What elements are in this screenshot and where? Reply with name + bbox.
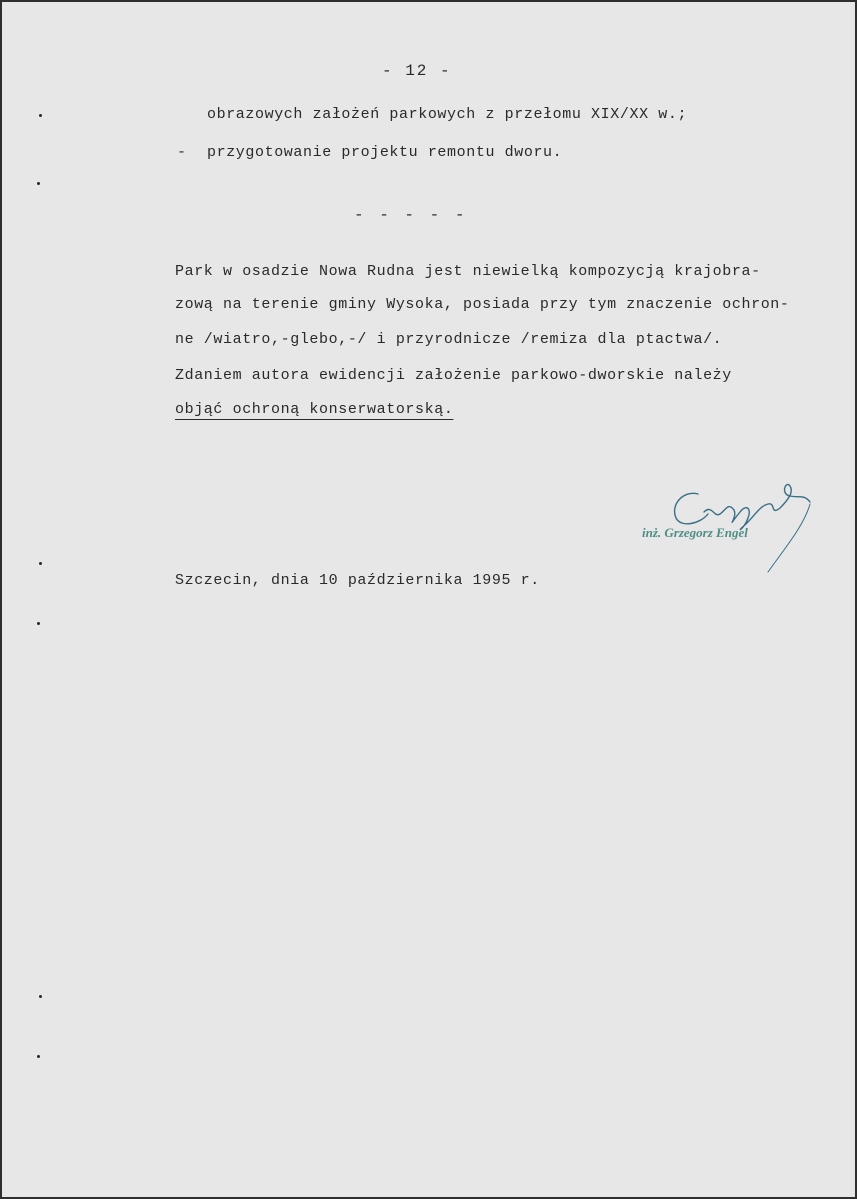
paragraph-line: Zdaniem autora ewidencji założenie parkowo-dworskie należy [175, 367, 732, 384]
continuation-line: obrazowych założeń parkowych z przełomu XIX/XX w.; [207, 106, 688, 123]
bullet-item-text: przygotowanie projektu remontu dworu. [207, 144, 563, 161]
scan-speck [39, 562, 42, 565]
paragraph-line: ne /wiatro,-glebo,-/ i przyrodnicze /remiza dla ptactwa/. [175, 331, 723, 348]
scan-speck [37, 1055, 40, 1058]
paragraph-line: zową na terenie gminy Wysoka, posiada przy tym znaczenie ochron- [175, 296, 790, 313]
scan-speck [39, 114, 42, 117]
page-number: - 12 - [382, 62, 452, 80]
section-separator: - - - - - [354, 206, 468, 224]
bullet-dash: - [177, 144, 187, 161]
paragraph-line-underlined: objąć ochroną konserwatorską. [175, 401, 454, 418]
date-line: Szczecin, dnia 10 października 1995 r. [175, 572, 540, 589]
scan-speck [37, 182, 40, 185]
scan-speck [37, 622, 40, 625]
document-page [2, 2, 855, 1197]
scan-speck [39, 995, 42, 998]
paragraph-line: Park w osadzie Nowa Rudna jest niewielką kompozycją krajobra- [175, 263, 761, 280]
name-stamp: inż. Grzegorz Engel [642, 525, 748, 540]
